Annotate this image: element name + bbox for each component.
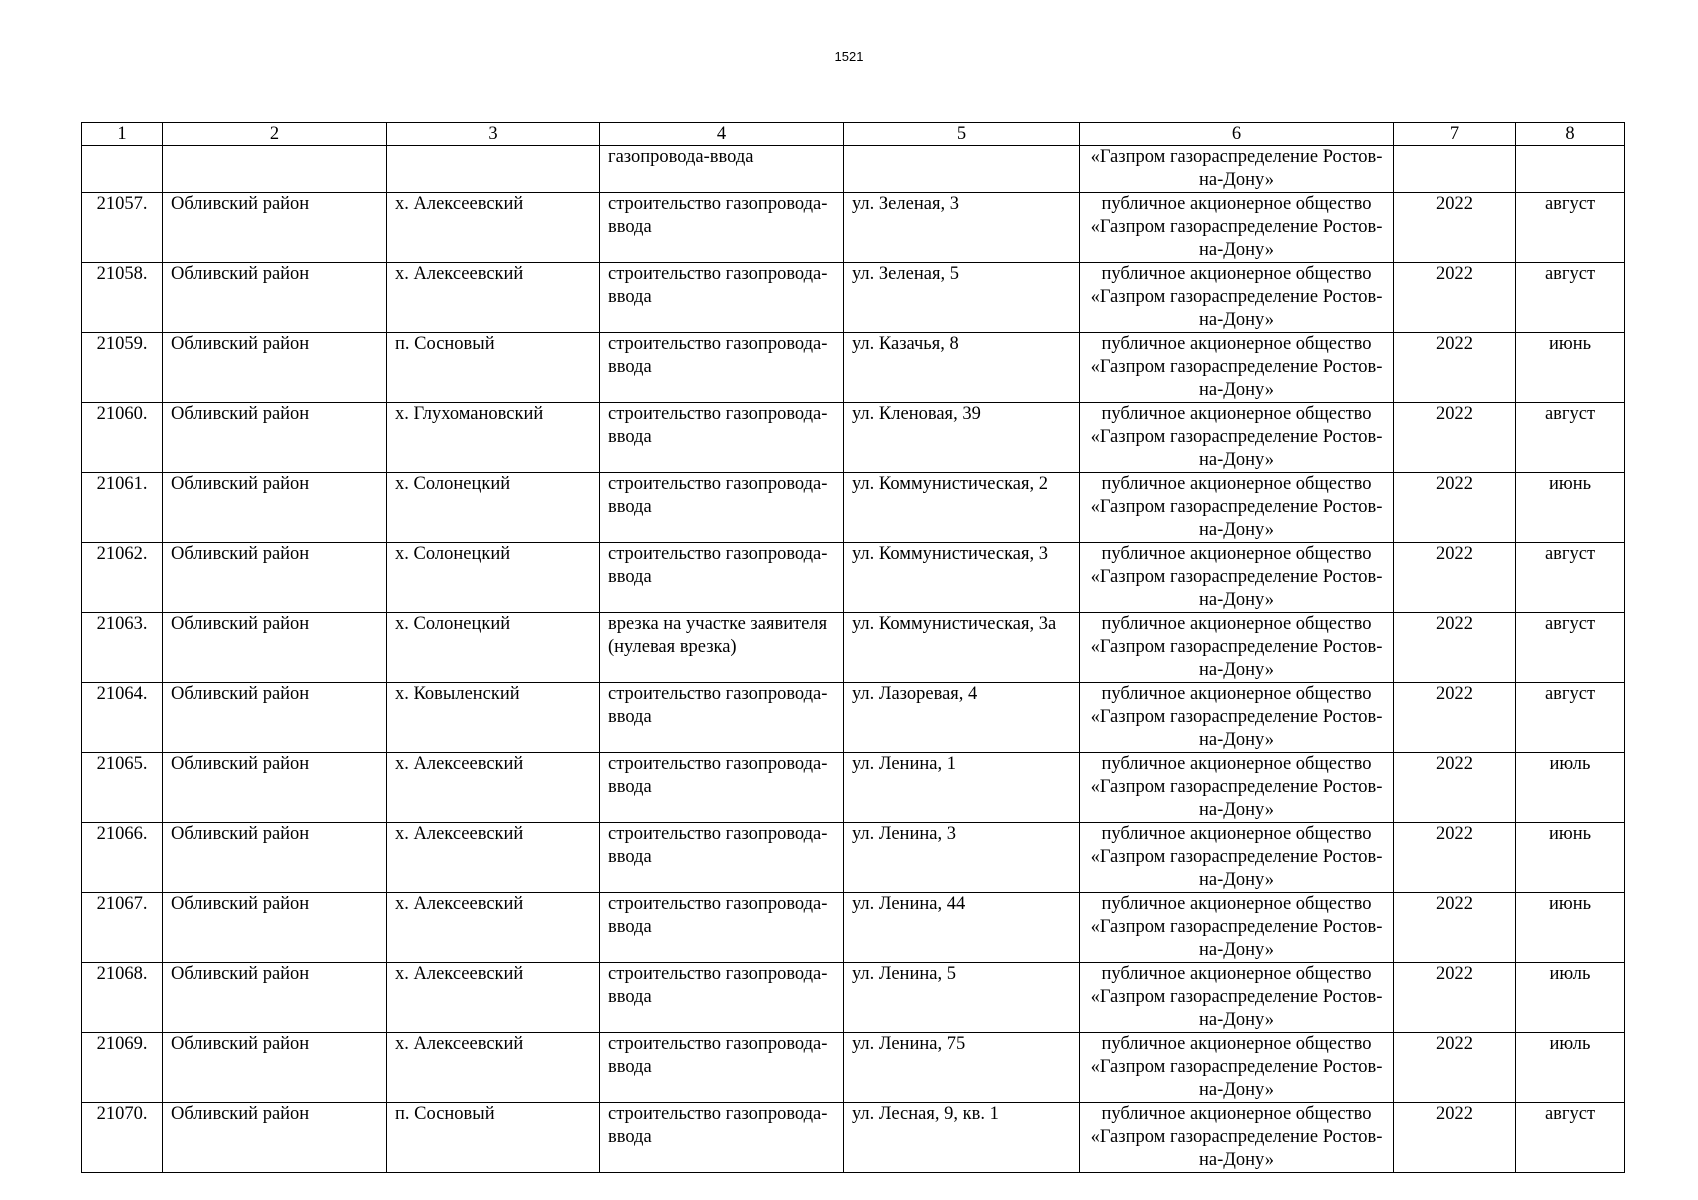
cell-month bbox=[1516, 146, 1625, 193]
cell-year: 2022 bbox=[1394, 543, 1516, 613]
cell-num: 21062. bbox=[82, 543, 163, 613]
header-col-1: 1 bbox=[82, 123, 163, 146]
cell-address: ул. Зеленая, 5 bbox=[844, 263, 1080, 333]
cell-address: ул. Ленина, 75 bbox=[844, 1033, 1080, 1103]
cell-address: ул. Коммунистическая, 3 bbox=[844, 543, 1080, 613]
cell-work-type: строительство газопровода-ввода bbox=[600, 473, 844, 543]
cell-year: 2022 bbox=[1394, 963, 1516, 1033]
table-row bbox=[82, 403, 1625, 473]
cell-work-type: строительство газопровода-ввода bbox=[600, 403, 844, 473]
cell-address bbox=[844, 146, 1080, 193]
cell-year: 2022 bbox=[1394, 333, 1516, 403]
cell-work-type: строительство газопровода-ввода bbox=[600, 543, 844, 613]
cell-year: 2022 bbox=[1394, 1103, 1516, 1173]
cell-month: август bbox=[1516, 683, 1625, 753]
cell-work-type: строительство газопровода-ввода bbox=[600, 683, 844, 753]
cell-address: ул. Казачья, 8 bbox=[844, 333, 1080, 403]
table-body bbox=[82, 146, 1625, 1173]
header-col-2: 2 bbox=[163, 123, 387, 146]
cell-settlement: п. Сосновый bbox=[387, 1103, 600, 1173]
cell-district: Обливский район bbox=[163, 823, 387, 893]
cell-num: 21058. bbox=[82, 263, 163, 333]
header-col-3: 3 bbox=[387, 123, 600, 146]
cell-work-type: строительство газопровода-ввода bbox=[600, 823, 844, 893]
cell-settlement: х. Ковыленский bbox=[387, 683, 600, 753]
cell-settlement: х. Алексеевский bbox=[387, 963, 600, 1033]
cell-work-type: строительство газопровода-ввода bbox=[600, 333, 844, 403]
cell-district: Обливский район bbox=[163, 683, 387, 753]
cell-settlement: х. Солонецкий bbox=[387, 543, 600, 613]
cell-address: ул. Ленина, 3 bbox=[844, 823, 1080, 893]
cell-settlement: х. Алексеевский bbox=[387, 893, 600, 963]
table-row bbox=[82, 1103, 1625, 1173]
cell-owner: публичное акционерное общество «Газпром газораспределение Ростов-на-Дону» bbox=[1080, 473, 1394, 543]
cell-year: 2022 bbox=[1394, 613, 1516, 683]
cell-num: 21067. bbox=[82, 893, 163, 963]
table-row bbox=[82, 963, 1625, 1033]
cell-district: Обливский район bbox=[163, 1033, 387, 1103]
cell-address: ул. Ленина, 1 bbox=[844, 753, 1080, 823]
cell-month: июнь bbox=[1516, 893, 1625, 963]
header-col-5: 5 bbox=[844, 123, 1080, 146]
cell-year: 2022 bbox=[1394, 263, 1516, 333]
cell-owner: публичное акционерное общество «Газпром газораспределение Ростов-на-Дону» bbox=[1080, 613, 1394, 683]
table-row bbox=[82, 193, 1625, 263]
cell-num: 21070. bbox=[82, 1103, 163, 1173]
cell-num: 21064. bbox=[82, 683, 163, 753]
cell-year: 2022 bbox=[1394, 893, 1516, 963]
header-col-4: 4 bbox=[600, 123, 844, 146]
table-row bbox=[82, 613, 1625, 683]
header-col-8: 8 bbox=[1516, 123, 1625, 146]
cell-settlement: х. Глухомановский bbox=[387, 403, 600, 473]
cell-month: июнь bbox=[1516, 333, 1625, 403]
header-row bbox=[82, 123, 1625, 146]
cell-num bbox=[82, 146, 163, 193]
cell-work-type: газопровода-ввода bbox=[600, 146, 844, 193]
cell-owner: публичное акционерное общество «Газпром газораспределение Ростов-на-Дону» bbox=[1080, 823, 1394, 893]
cell-work-type: строительство газопровода-ввода bbox=[600, 753, 844, 823]
cell-owner: публичное акционерное общество «Газпром газораспределение Ростов-на-Дону» bbox=[1080, 263, 1394, 333]
cell-owner: публичное акционерное общество «Газпром газораспределение Ростов-на-Дону» bbox=[1080, 683, 1394, 753]
cell-work-type: строительство газопровода-ввода bbox=[600, 1033, 844, 1103]
cell-address: ул. Ленина, 5 bbox=[844, 963, 1080, 1033]
cell-owner: публичное акционерное общество «Газпром газораспределение Ростов-на-Дону» bbox=[1080, 963, 1394, 1033]
cell-owner: публичное акционерное общество «Газпром газораспределение Ростов-на-Дону» bbox=[1080, 1103, 1394, 1173]
cell-month: июль bbox=[1516, 753, 1625, 823]
cell-num: 21057. bbox=[82, 193, 163, 263]
table-row bbox=[82, 1033, 1625, 1103]
cell-num: 21060. bbox=[82, 403, 163, 473]
table-header bbox=[82, 123, 1625, 146]
cell-district: Обливский район bbox=[163, 753, 387, 823]
cell-district: Обливский район bbox=[163, 1103, 387, 1173]
table-row bbox=[82, 333, 1625, 403]
cell-num: 21066. bbox=[82, 823, 163, 893]
cell-district: Обливский район bbox=[163, 403, 387, 473]
cell-address: ул. Коммунистическая, 2 bbox=[844, 473, 1080, 543]
cell-district: Обливский район bbox=[163, 893, 387, 963]
cell-month: июль bbox=[1516, 1033, 1625, 1103]
cell-owner: «Газпром газораспределение Ростов-на-Дону» bbox=[1080, 146, 1394, 193]
header-col-7: 7 bbox=[1394, 123, 1516, 146]
cell-work-type: строительство газопровода-ввода bbox=[600, 263, 844, 333]
cell-district: Обливский район bbox=[163, 963, 387, 1033]
cell-month: август bbox=[1516, 263, 1625, 333]
cell-month: август bbox=[1516, 613, 1625, 683]
cell-district: Обливский район bbox=[163, 613, 387, 683]
cell-month: август bbox=[1516, 403, 1625, 473]
cell-num: 21065. bbox=[82, 753, 163, 823]
cell-owner: публичное акционерное общество «Газпром газораспределение Ростов-на-Дону» bbox=[1080, 1033, 1394, 1103]
cell-work-type: строительство газопровода-ввода bbox=[600, 1103, 844, 1173]
cell-year bbox=[1394, 146, 1516, 193]
table-row bbox=[82, 753, 1625, 823]
cell-work-type: строительство газопровода-ввода bbox=[600, 193, 844, 263]
cell-district: Обливский район bbox=[163, 193, 387, 263]
cell-year: 2022 bbox=[1394, 193, 1516, 263]
cell-district: Обливский район bbox=[163, 473, 387, 543]
cell-settlement: х. Алексеевский bbox=[387, 823, 600, 893]
cell-district bbox=[163, 146, 387, 193]
cell-num: 21063. bbox=[82, 613, 163, 683]
cell-year: 2022 bbox=[1394, 683, 1516, 753]
cell-settlement: х. Алексеевский bbox=[387, 753, 600, 823]
cell-address: ул. Лазоревая, 4 bbox=[844, 683, 1080, 753]
table-row bbox=[82, 263, 1625, 333]
cell-settlement: х. Алексеевский bbox=[387, 263, 600, 333]
table-row bbox=[82, 893, 1625, 963]
table-row bbox=[82, 683, 1625, 753]
cell-settlement bbox=[387, 146, 600, 193]
cell-num: 21059. bbox=[82, 333, 163, 403]
cell-address: ул. Коммунистическая, 3а bbox=[844, 613, 1080, 683]
table-row bbox=[82, 473, 1625, 543]
cell-address: ул. Кленовая, 39 bbox=[844, 403, 1080, 473]
page-number: 1521 bbox=[834, 49, 864, 64]
cell-year: 2022 bbox=[1394, 403, 1516, 473]
cell-month: июнь bbox=[1516, 473, 1625, 543]
cell-owner: публичное акционерное общество «Газпром газораспределение Ростов-на-Дону» bbox=[1080, 893, 1394, 963]
cell-month: август bbox=[1516, 1103, 1625, 1173]
cell-district: Обливский район bbox=[163, 333, 387, 403]
cell-district: Обливский район bbox=[163, 543, 387, 613]
cell-settlement: х. Алексеевский bbox=[387, 193, 600, 263]
cell-work-type: строительство газопровода-ввода bbox=[600, 893, 844, 963]
cell-owner: публичное акционерное общество «Газпром газораспределение Ростов-на-Дону» bbox=[1080, 333, 1394, 403]
cell-owner: публичное акционерное общество «Газпром газораспределение Ростов-на-Дону» bbox=[1080, 753, 1394, 823]
cell-settlement: п. Сосновый bbox=[387, 333, 600, 403]
cell-owner: публичное акционерное общество «Газпром газораспределение Ростов-на-Дону» bbox=[1080, 403, 1394, 473]
cell-num: 21068. bbox=[82, 963, 163, 1033]
cell-settlement: х. Солонецкий bbox=[387, 613, 600, 683]
cell-work-type: врезка на участке заявителя (нулевая врезка) bbox=[600, 613, 844, 683]
data-table bbox=[81, 122, 1625, 1173]
cell-num: 21069. bbox=[82, 1033, 163, 1103]
cell-district: Обливский район bbox=[163, 263, 387, 333]
cell-address: ул. Ленина, 44 bbox=[844, 893, 1080, 963]
cell-year: 2022 bbox=[1394, 753, 1516, 823]
cell-year: 2022 bbox=[1394, 1033, 1516, 1103]
header-col-6: 6 bbox=[1080, 123, 1394, 146]
continuation-row bbox=[82, 146, 1625, 193]
cell-month: июнь bbox=[1516, 823, 1625, 893]
cell-year: 2022 bbox=[1394, 823, 1516, 893]
table-row bbox=[82, 543, 1625, 613]
cell-address: ул. Лесная, 9, кв. 1 bbox=[844, 1103, 1080, 1173]
cell-settlement: х. Солонецкий bbox=[387, 473, 600, 543]
cell-owner: публичное акционерное общество «Газпром газораспределение Ростов-на-Дону» bbox=[1080, 543, 1394, 613]
cell-address: ул. Зеленая, 3 bbox=[844, 193, 1080, 263]
cell-month: август bbox=[1516, 193, 1625, 263]
cell-owner: публичное акционерное общество «Газпром газораспределение Ростов-на-Дону» bbox=[1080, 193, 1394, 263]
cell-month: июль bbox=[1516, 963, 1625, 1033]
table-row bbox=[82, 823, 1625, 893]
cell-settlement: х. Алексеевский bbox=[387, 1033, 600, 1103]
cell-year: 2022 bbox=[1394, 473, 1516, 543]
cell-month: август bbox=[1516, 543, 1625, 613]
cell-num: 21061. bbox=[82, 473, 163, 543]
cell-work-type: строительство газопровода-ввода bbox=[600, 963, 844, 1033]
